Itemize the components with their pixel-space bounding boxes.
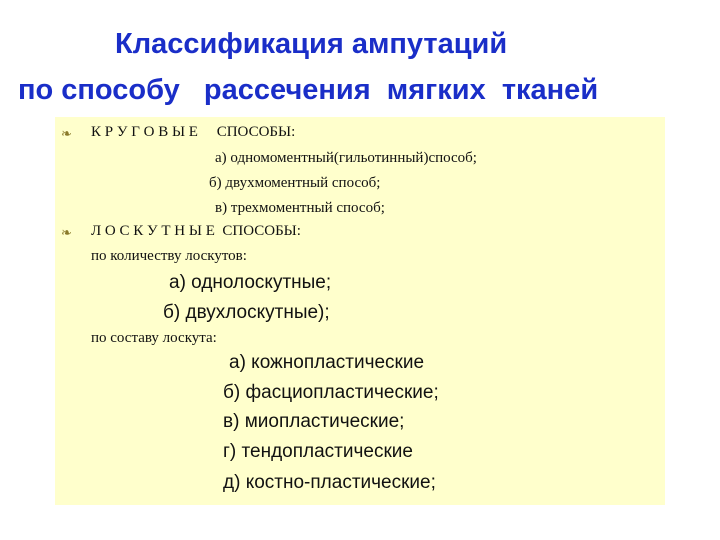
circular-item-c: в) трехмоментный способ; xyxy=(215,200,385,216)
section-flap-heading: Л О С К У Т Н Ы Е СПОСОБЫ: xyxy=(91,223,301,239)
slide-title-line-1: Классификация ампутаций xyxy=(115,28,508,60)
by-composition-item-c: в) миопластические; xyxy=(223,411,405,432)
by-count-item-a: а) однолоскутные; xyxy=(169,272,332,293)
by-composition-item-b: б) фасциопластические; xyxy=(223,382,439,403)
section-circular-heading: К Р У Г О В Ы Е СПОСОБЫ: xyxy=(91,124,296,140)
circular-item-a: а) одномоментный(гильотинный)способ; xyxy=(215,150,477,166)
content-panel xyxy=(55,117,665,505)
by-count-item-b: б) двухлоскутные); xyxy=(163,302,330,323)
slide-title-line-2: по способу рассечения мягких тканей xyxy=(18,74,599,106)
by-count-label: по количеству лоскутов: xyxy=(91,248,247,264)
by-composition-item-e: д) костно-пластические; xyxy=(223,472,436,493)
by-composition-item-d: г) тендопластические xyxy=(223,441,413,462)
circular-item-b: б) двухмоментный способ; xyxy=(209,175,381,191)
fleuron-bullet-icon: ❧ xyxy=(61,226,72,241)
fleuron-bullet-icon: ❧ xyxy=(61,127,72,142)
by-composition-label: по составу лоскута: xyxy=(91,330,217,346)
by-composition-item-a: а) кожнопластические xyxy=(229,352,425,373)
